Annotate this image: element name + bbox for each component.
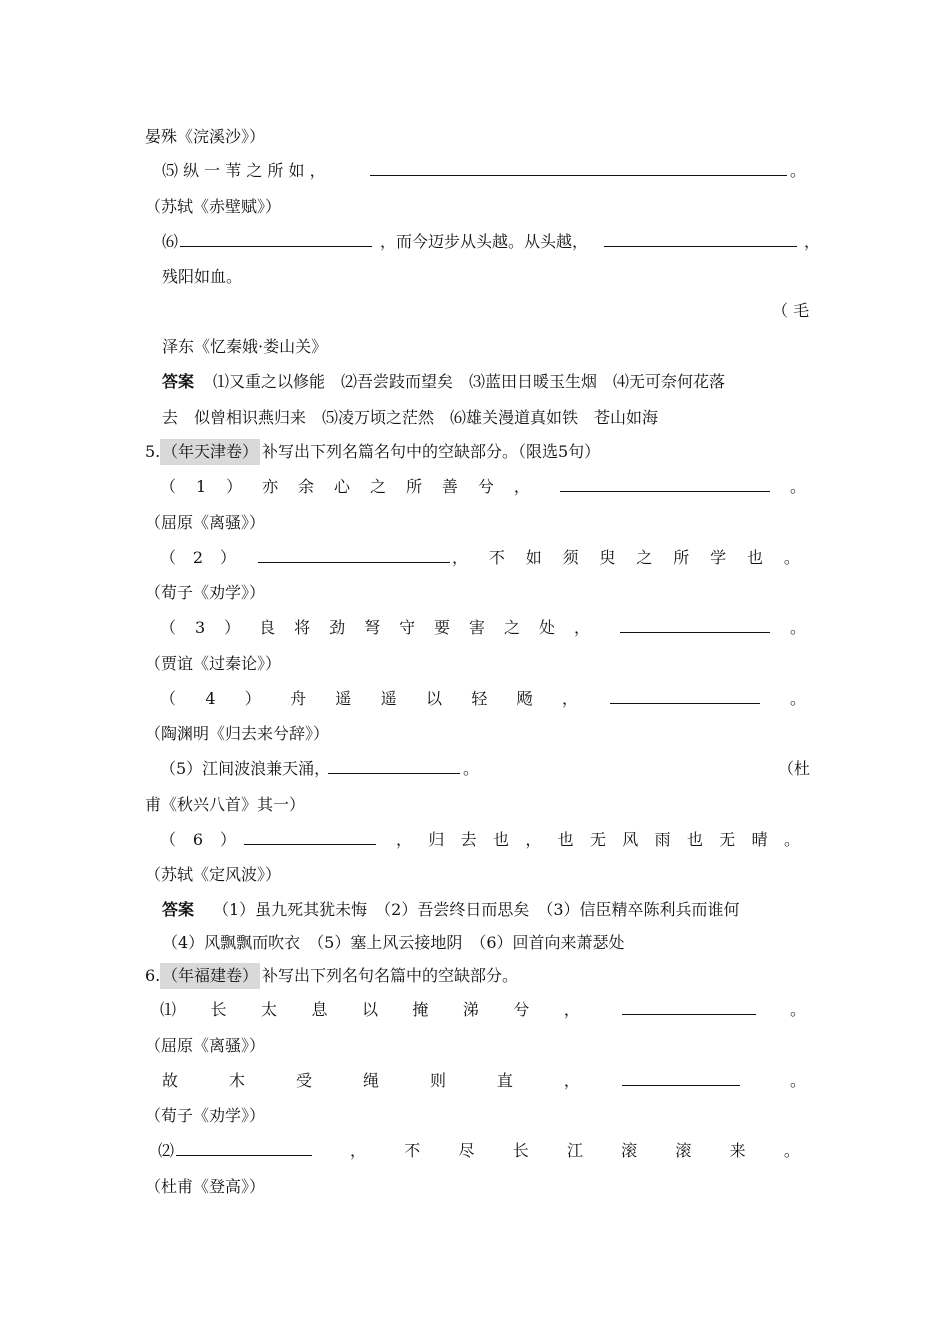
question-prompt: 补写出下列名句名篇中的空缺部分。	[262, 966, 519, 985]
line-source	[0, 510, 950, 536]
source-text: （贾谊《过秦论》）	[145, 654, 282, 673]
blank-line	[0, 756, 950, 782]
line-source	[0, 580, 950, 606]
line-source	[0, 334, 950, 360]
punct: 。	[790, 1000, 807, 1019]
prompt-text: ⑹	[162, 232, 179, 251]
blank-line	[0, 545, 950, 571]
question-tag: （年福建卷）	[160, 963, 260, 989]
line-source	[0, 721, 950, 747]
source-text: 泽东《忆秦娥·娄山关》	[162, 337, 328, 356]
line-source	[0, 1174, 950, 1200]
prompt-text: ⑵	[158, 1141, 175, 1160]
source-text: （屈原《离骚》）	[145, 1036, 266, 1055]
source-text: 晏殊《浣溪沙》）	[145, 127, 266, 146]
spread-text: （ 6 ）	[160, 830, 236, 849]
punct: 。	[790, 618, 807, 637]
answer-blank[interactable]	[604, 229, 797, 247]
answer-text: 去 似曾相识燕归来 ⑸凌万顷之茫然 ⑹雄关漫道真如铁 苍山如海	[162, 408, 659, 427]
source-text: （荀子《劝学》）	[145, 1106, 266, 1125]
spread-text: （ 4 ） 舟 遥 遥 以 轻 飏 ，	[160, 689, 578, 708]
question-header	[0, 439, 950, 465]
prompt-text: 残阳如血。	[162, 267, 243, 286]
answer-blank[interactable]	[610, 686, 760, 704]
question-prompt: 补写出下列名篇名句中的空缺部分。（限选5句）	[262, 442, 601, 461]
answer-blank[interactable]	[180, 229, 372, 247]
source-text: 甫《秋兴八首》其一）	[145, 795, 306, 814]
line-blank-5	[0, 158, 950, 184]
line-source	[0, 124, 950, 150]
source-text: （杜甫《登高》）	[145, 1177, 266, 1196]
source-text: （苏轼《赤壁赋》）	[145, 197, 282, 216]
line-source	[0, 792, 950, 818]
blank-line	[0, 474, 950, 500]
line-source	[0, 194, 950, 220]
blank-line	[0, 615, 950, 641]
prompt-text: （5）江间波浪兼天涌，	[160, 759, 331, 778]
line-source	[0, 862, 950, 888]
answer-text: （4）风飘飘而吹衣 （5）塞上风云接地阴 （6）回首向来萧瑟处	[162, 933, 625, 952]
spread-text: （ 1 ） 亦 余 心 之 所 善 兮 ，	[160, 477, 530, 496]
spread-text: ， 不 如 须 臾 之 所 学 也 。	[452, 548, 800, 567]
blank-line	[0, 1068, 950, 1094]
line-source	[0, 651, 950, 677]
answer-line	[0, 930, 950, 956]
source-text: （屈原《离骚》）	[145, 513, 266, 532]
punct: 。	[790, 1071, 807, 1090]
source-text: （荀子《劝学》）	[145, 583, 266, 602]
prompt-text: ，而今迈步从头越。从头越，	[380, 232, 589, 251]
spread-text: （ 2 ）	[160, 548, 236, 567]
prompt-text: ⑸ 纵 一 苇 之 所 如 ，	[162, 161, 326, 180]
line-blank-6	[0, 229, 950, 255]
source-text: （陶渊明《归去来兮辞》）	[145, 724, 330, 743]
answer-text: ⑴又重之以修能 ⑵吾尝跂而望矣 ⑶蓝田日暖玉生烟 ⑷无可奈何花落	[213, 372, 726, 391]
answer-blank[interactable]	[176, 1138, 312, 1156]
punct: 。	[790, 689, 807, 708]
answer-line	[0, 405, 950, 431]
blank-line	[0, 1138, 950, 1164]
answer-line	[0, 369, 950, 395]
line-source	[0, 1033, 950, 1059]
answer-line	[0, 897, 950, 923]
answer-blank[interactable]	[258, 545, 450, 563]
punct: 。	[463, 759, 480, 778]
question-number: 6.	[145, 966, 161, 985]
answer-blank[interactable]	[328, 756, 460, 774]
spread-text: ⑴ 长 太 息 以 掩 涕 兮 ，	[160, 1000, 580, 1019]
answer-blank[interactable]	[560, 474, 770, 492]
spread-text: （ 3 ） 良 将 劲 弩 守 要 害 之 处 ，	[160, 618, 590, 637]
answer-label: 答案	[162, 900, 195, 919]
answer-blank[interactable]	[622, 997, 756, 1015]
question-tag: （年天津卷）	[160, 439, 260, 465]
blank-line	[0, 827, 950, 853]
question-number: 5.	[145, 442, 161, 461]
question-header	[0, 963, 950, 989]
spread-text: 故 木 受 绳 则 直 ，	[162, 1071, 580, 1090]
line-source	[0, 298, 950, 324]
source-text: （ 毛	[772, 301, 810, 320]
answer-text: （1）虽九死其犹未悔 （2）吾尝终日而思矣 （3）信臣精卒陈利兵而谁何	[213, 900, 740, 919]
punct: 。	[790, 477, 807, 496]
answer-blank[interactable]	[370, 158, 787, 176]
spread-text: ， 归 去 也 ， 也 无 风 雨 也 无 晴 。	[396, 830, 800, 849]
punct: 。	[790, 161, 807, 180]
spread-text: ， 不 尽 长 江 滚 滚 来 。	[350, 1141, 800, 1160]
answer-blank[interactable]	[622, 1068, 740, 1086]
line-source	[0, 1103, 950, 1129]
blank-line	[0, 686, 950, 712]
source-text: （杜	[778, 759, 811, 778]
answer-label: 答案	[162, 372, 195, 391]
blank-line	[0, 997, 950, 1023]
punct: ，	[804, 232, 821, 251]
line-text	[0, 264, 950, 290]
answer-blank[interactable]	[620, 615, 770, 633]
source-text: （苏轼《定风波》）	[145, 865, 282, 884]
answer-blank[interactable]	[244, 827, 376, 845]
